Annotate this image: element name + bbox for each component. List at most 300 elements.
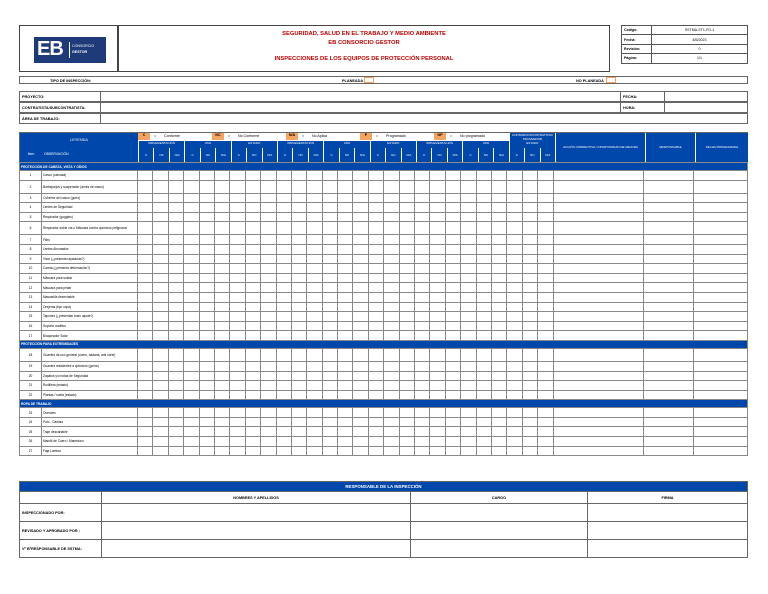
check-cell[interactable]	[399, 321, 414, 331]
check-cell[interactable]	[538, 446, 553, 456]
check-cell[interactable]	[153, 244, 168, 254]
check-cell[interactable]	[476, 331, 491, 341]
check-cell[interactable]	[522, 193, 537, 203]
check-cell[interactable]	[307, 254, 322, 264]
check-cell[interactable]	[322, 273, 337, 283]
check-cell[interactable]	[399, 348, 414, 361]
check-cell[interactable]	[399, 283, 414, 293]
check-cell[interactable]	[230, 203, 245, 213]
check-cell[interactable]	[261, 203, 276, 213]
check-cell[interactable]	[507, 212, 522, 222]
check-cell[interactable]	[276, 408, 291, 418]
check-cell[interactable]	[445, 244, 460, 254]
check-cell[interactable]	[522, 235, 537, 245]
check-cell[interactable]	[461, 302, 476, 312]
check-cell[interactable]	[276, 222, 291, 235]
check-cell[interactable]	[245, 171, 260, 181]
check-cell[interactable]	[307, 264, 322, 274]
check-cell[interactable]	[138, 312, 153, 322]
check-cell[interactable]	[399, 212, 414, 222]
check-cell[interactable]	[415, 321, 430, 331]
check-cell[interactable]	[153, 321, 168, 331]
check-cell[interactable]	[353, 408, 368, 418]
check-cell[interactable]	[430, 180, 445, 193]
check-cell[interactable]	[538, 273, 553, 283]
check-cell[interactable]	[430, 408, 445, 418]
check-cell[interactable]	[230, 292, 245, 302]
check-cell[interactable]	[168, 193, 183, 203]
check-cell[interactable]	[491, 235, 506, 245]
check-cell[interactable]	[138, 321, 153, 331]
responsable-cell[interactable]	[643, 446, 693, 456]
check-cell[interactable]	[138, 212, 153, 222]
check-cell[interactable]	[384, 371, 399, 381]
fecha-prog-cell[interactable]	[693, 371, 747, 381]
check-cell[interactable]	[430, 235, 445, 245]
check-cell[interactable]	[476, 408, 491, 418]
check-cell[interactable]	[168, 254, 183, 264]
check-cell[interactable]	[245, 212, 260, 222]
accion-cell[interactable]	[553, 437, 643, 447]
check-cell[interactable]	[415, 348, 430, 361]
check-cell[interactable]	[153, 212, 168, 222]
check-cell[interactable]	[353, 331, 368, 341]
check-cell[interactable]	[368, 361, 383, 371]
check-cell[interactable]	[538, 193, 553, 203]
check-cell[interactable]	[476, 312, 491, 322]
check-cell[interactable]	[230, 446, 245, 456]
check-cell[interactable]	[138, 235, 153, 245]
check-cell[interactable]	[261, 244, 276, 254]
check-cell[interactable]	[399, 244, 414, 254]
check-cell[interactable]	[384, 348, 399, 361]
check-cell[interactable]	[384, 222, 399, 235]
check-cell[interactable]	[184, 427, 199, 437]
accion-cell[interactable]	[553, 171, 643, 181]
check-cell[interactable]	[307, 427, 322, 437]
check-cell[interactable]	[245, 408, 260, 418]
check-cell[interactable]	[430, 446, 445, 456]
check-cell[interactable]	[184, 361, 199, 371]
check-cell[interactable]	[338, 254, 353, 264]
check-cell[interactable]	[184, 408, 199, 418]
check-cell[interactable]	[476, 283, 491, 293]
check-cell[interactable]	[415, 390, 430, 400]
check-cell[interactable]	[430, 390, 445, 400]
check-cell[interactable]	[522, 331, 537, 341]
check-cell[interactable]	[491, 321, 506, 331]
check-cell[interactable]	[184, 235, 199, 245]
check-cell[interactable]	[184, 381, 199, 391]
check-cell[interactable]	[461, 446, 476, 456]
check-cell[interactable]	[491, 171, 506, 181]
accion-cell[interactable]	[553, 331, 643, 341]
check-cell[interactable]	[430, 283, 445, 293]
check-cell[interactable]	[415, 254, 430, 264]
check-cell[interactable]	[368, 348, 383, 361]
check-cell[interactable]	[353, 222, 368, 235]
check-cell[interactable]	[368, 254, 383, 264]
check-cell[interactable]	[399, 331, 414, 341]
check-cell[interactable]	[368, 437, 383, 447]
check-cell[interactable]	[445, 193, 460, 203]
check-cell[interactable]	[138, 254, 153, 264]
check-cell[interactable]	[245, 446, 260, 456]
check-cell[interactable]	[168, 302, 183, 312]
check-cell[interactable]	[384, 283, 399, 293]
check-cell[interactable]	[522, 292, 537, 302]
check-cell[interactable]	[445, 331, 460, 341]
check-cell[interactable]	[338, 446, 353, 456]
accion-cell[interactable]	[553, 321, 643, 331]
check-cell[interactable]	[353, 193, 368, 203]
check-cell[interactable]	[184, 417, 199, 427]
check-cell[interactable]	[415, 283, 430, 293]
check-cell[interactable]	[276, 321, 291, 331]
check-cell[interactable]	[291, 408, 306, 418]
responsable-cell[interactable]	[643, 171, 693, 181]
check-cell[interactable]	[153, 222, 168, 235]
check-cell[interactable]	[399, 371, 414, 381]
check-cell[interactable]	[153, 408, 168, 418]
check-cell[interactable]	[399, 264, 414, 274]
check-cell[interactable]	[415, 437, 430, 447]
check-cell[interactable]	[199, 446, 214, 456]
check-cell[interactable]	[415, 408, 430, 418]
check-cell[interactable]	[153, 180, 168, 193]
check-cell[interactable]	[261, 437, 276, 447]
check-cell[interactable]	[399, 390, 414, 400]
check-cell[interactable]	[199, 254, 214, 264]
check-cell[interactable]	[522, 264, 537, 274]
check-cell[interactable]	[153, 193, 168, 203]
check-cell[interactable]	[214, 390, 229, 400]
check-cell[interactable]	[415, 361, 430, 371]
check-cell[interactable]	[491, 212, 506, 222]
check-cell[interactable]	[353, 446, 368, 456]
check-cell[interactable]	[291, 437, 306, 447]
check-cell[interactable]	[214, 446, 229, 456]
check-cell[interactable]	[184, 312, 199, 322]
check-cell[interactable]	[230, 235, 245, 245]
check-cell[interactable]	[353, 312, 368, 322]
check-cell[interactable]	[199, 417, 214, 427]
check-cell[interactable]	[168, 212, 183, 222]
check-cell[interactable]	[153, 381, 168, 391]
check-cell[interactable]	[476, 381, 491, 391]
check-cell[interactable]	[476, 427, 491, 437]
check-cell[interactable]	[276, 264, 291, 274]
check-cell[interactable]	[522, 244, 537, 254]
accion-cell[interactable]	[553, 417, 643, 427]
check-cell[interactable]	[461, 437, 476, 447]
resp-nombre-input[interactable]	[102, 504, 411, 522]
check-cell[interactable]	[168, 273, 183, 283]
check-cell[interactable]	[491, 254, 506, 264]
fecha-prog-cell[interactable]	[693, 235, 747, 245]
check-cell[interactable]	[461, 254, 476, 264]
check-cell[interactable]	[307, 283, 322, 293]
responsable-cell[interactable]	[643, 437, 693, 447]
check-cell[interactable]	[322, 321, 337, 331]
check-cell[interactable]	[276, 417, 291, 427]
check-cell[interactable]	[245, 371, 260, 381]
check-cell[interactable]	[261, 180, 276, 193]
check-cell[interactable]	[184, 193, 199, 203]
check-cell[interactable]	[522, 273, 537, 283]
check-cell[interactable]	[230, 408, 245, 418]
check-cell[interactable]	[214, 244, 229, 254]
check-cell[interactable]	[507, 331, 522, 341]
check-cell[interactable]	[291, 254, 306, 264]
accion-cell[interactable]	[553, 348, 643, 361]
check-cell[interactable]	[368, 244, 383, 254]
check-cell[interactable]	[138, 171, 153, 181]
fecha-prog-cell[interactable]	[693, 193, 747, 203]
check-cell[interactable]	[430, 312, 445, 322]
check-cell[interactable]	[291, 283, 306, 293]
check-cell[interactable]	[522, 417, 537, 427]
check-cell[interactable]	[384, 193, 399, 203]
check-cell[interactable]	[538, 348, 553, 361]
check-cell[interactable]	[353, 244, 368, 254]
check-cell[interactable]	[307, 180, 322, 193]
check-cell[interactable]	[184, 302, 199, 312]
check-cell[interactable]	[261, 302, 276, 312]
check-cell[interactable]	[368, 390, 383, 400]
check-cell[interactable]	[214, 180, 229, 193]
fecha-prog-cell[interactable]	[693, 283, 747, 293]
check-cell[interactable]	[291, 292, 306, 302]
check-cell[interactable]	[476, 222, 491, 235]
check-cell[interactable]	[184, 222, 199, 235]
check-cell[interactable]	[138, 264, 153, 274]
check-cell[interactable]	[476, 417, 491, 427]
check-cell[interactable]	[168, 312, 183, 322]
check-cell[interactable]	[261, 348, 276, 361]
check-cell[interactable]	[522, 180, 537, 193]
accion-cell[interactable]	[553, 222, 643, 235]
check-cell[interactable]	[522, 312, 537, 322]
check-cell[interactable]	[153, 371, 168, 381]
check-cell[interactable]	[184, 273, 199, 283]
check-cell[interactable]	[214, 408, 229, 418]
check-cell[interactable]	[214, 427, 229, 437]
check-cell[interactable]	[415, 244, 430, 254]
check-cell[interactable]	[522, 254, 537, 264]
check-cell[interactable]	[291, 321, 306, 331]
check-cell[interactable]	[322, 254, 337, 264]
check-cell[interactable]	[415, 212, 430, 222]
check-cell[interactable]	[353, 180, 368, 193]
check-cell[interactable]	[261, 254, 276, 264]
check-cell[interactable]	[168, 446, 183, 456]
check-cell[interactable]	[153, 254, 168, 264]
check-cell[interactable]	[307, 321, 322, 331]
check-cell[interactable]	[307, 222, 322, 235]
responsable-cell[interactable]	[643, 408, 693, 418]
check-cell[interactable]	[138, 222, 153, 235]
check-cell[interactable]	[430, 244, 445, 254]
accion-cell[interactable]	[553, 427, 643, 437]
check-cell[interactable]	[153, 312, 168, 322]
check-cell[interactable]	[461, 417, 476, 427]
check-cell[interactable]	[338, 212, 353, 222]
check-cell[interactable]	[245, 361, 260, 371]
check-cell[interactable]	[476, 371, 491, 381]
check-cell[interactable]	[507, 390, 522, 400]
fecha-prog-cell[interactable]	[693, 222, 747, 235]
responsable-cell[interactable]	[643, 235, 693, 245]
check-cell[interactable]	[322, 171, 337, 181]
check-cell[interactable]	[230, 390, 245, 400]
check-cell[interactable]	[230, 302, 245, 312]
check-cell[interactable]	[522, 381, 537, 391]
check-cell[interactable]	[261, 193, 276, 203]
check-cell[interactable]	[291, 302, 306, 312]
check-cell[interactable]	[230, 348, 245, 361]
check-cell[interactable]	[214, 321, 229, 331]
check-cell[interactable]	[199, 203, 214, 213]
check-cell[interactable]	[153, 273, 168, 283]
hora-input[interactable]	[664, 103, 748, 112]
check-cell[interactable]	[507, 302, 522, 312]
check-cell[interactable]	[214, 283, 229, 293]
check-cell[interactable]	[507, 381, 522, 391]
check-cell[interactable]	[368, 171, 383, 181]
check-cell[interactable]	[399, 180, 414, 193]
check-cell[interactable]	[230, 254, 245, 264]
check-cell[interactable]	[461, 331, 476, 341]
fecha-prog-cell[interactable]	[693, 348, 747, 361]
check-cell[interactable]	[168, 292, 183, 302]
check-cell[interactable]	[476, 273, 491, 283]
check-cell[interactable]	[245, 283, 260, 293]
check-cell[interactable]	[522, 390, 537, 400]
responsable-cell[interactable]	[643, 254, 693, 264]
check-cell[interactable]	[261, 264, 276, 274]
check-cell[interactable]	[199, 390, 214, 400]
check-cell[interactable]	[168, 171, 183, 181]
check-cell[interactable]	[353, 381, 368, 391]
check-cell[interactable]	[430, 302, 445, 312]
check-cell[interactable]	[184, 437, 199, 447]
accion-cell[interactable]	[553, 273, 643, 283]
responsable-cell[interactable]	[643, 273, 693, 283]
check-cell[interactable]	[368, 292, 383, 302]
check-cell[interactable]	[538, 302, 553, 312]
check-cell[interactable]	[307, 244, 322, 254]
check-cell[interactable]	[168, 437, 183, 447]
check-cell[interactable]	[184, 171, 199, 181]
check-cell[interactable]	[138, 292, 153, 302]
check-cell[interactable]	[245, 331, 260, 341]
fecha-prog-cell[interactable]	[693, 390, 747, 400]
check-cell[interactable]	[384, 427, 399, 437]
check-cell[interactable]	[138, 244, 153, 254]
check-cell[interactable]	[276, 203, 291, 213]
check-cell[interactable]	[168, 408, 183, 418]
check-cell[interactable]	[522, 222, 537, 235]
check-cell[interactable]	[138, 193, 153, 203]
check-cell[interactable]	[338, 193, 353, 203]
check-cell[interactable]	[322, 264, 337, 274]
accion-cell[interactable]	[553, 312, 643, 322]
check-cell[interactable]	[338, 437, 353, 447]
check-cell[interactable]	[245, 417, 260, 427]
accion-cell[interactable]	[553, 193, 643, 203]
check-cell[interactable]	[445, 417, 460, 427]
check-cell[interactable]	[322, 193, 337, 203]
check-cell[interactable]	[245, 302, 260, 312]
check-cell[interactable]	[399, 193, 414, 203]
check-cell[interactable]	[307, 446, 322, 456]
check-cell[interactable]	[230, 222, 245, 235]
check-cell[interactable]	[291, 312, 306, 322]
check-cell[interactable]	[368, 312, 383, 322]
check-cell[interactable]	[368, 264, 383, 274]
check-cell[interactable]	[199, 348, 214, 361]
resp-nombre-input[interactable]	[102, 522, 411, 540]
check-cell[interactable]	[153, 331, 168, 341]
check-cell[interactable]	[214, 371, 229, 381]
check-cell[interactable]	[384, 212, 399, 222]
check-cell[interactable]	[307, 302, 322, 312]
check-cell[interactable]	[491, 348, 506, 361]
check-cell[interactable]	[184, 331, 199, 341]
check-cell[interactable]	[199, 427, 214, 437]
check-cell[interactable]	[322, 312, 337, 322]
responsable-cell[interactable]	[643, 244, 693, 254]
check-cell[interactable]	[522, 361, 537, 371]
check-cell[interactable]	[276, 446, 291, 456]
check-cell[interactable]	[199, 171, 214, 181]
check-cell[interactable]	[538, 171, 553, 181]
check-cell[interactable]	[430, 381, 445, 391]
check-cell[interactable]	[445, 321, 460, 331]
check-cell[interactable]	[353, 254, 368, 264]
check-cell[interactable]	[338, 417, 353, 427]
check-cell[interactable]	[522, 408, 537, 418]
check-cell[interactable]	[445, 361, 460, 371]
fecha-prog-cell[interactable]	[693, 244, 747, 254]
check-cell[interactable]	[307, 361, 322, 371]
check-cell[interactable]	[138, 371, 153, 381]
check-cell[interactable]	[214, 312, 229, 322]
check-cell[interactable]	[291, 446, 306, 456]
check-cell[interactable]	[399, 427, 414, 437]
check-cell[interactable]	[245, 348, 260, 361]
proyecto-input[interactable]	[100, 92, 621, 101]
check-cell[interactable]	[476, 321, 491, 331]
fecha-prog-cell[interactable]	[693, 180, 747, 193]
check-cell[interactable]	[476, 212, 491, 222]
check-cell[interactable]	[138, 273, 153, 283]
check-cell[interactable]	[384, 264, 399, 274]
check-cell[interactable]	[507, 361, 522, 371]
check-cell[interactable]	[276, 180, 291, 193]
check-cell[interactable]	[214, 417, 229, 427]
check-cell[interactable]	[461, 273, 476, 283]
check-cell[interactable]	[384, 390, 399, 400]
check-cell[interactable]	[168, 321, 183, 331]
check-cell[interactable]	[430, 171, 445, 181]
check-cell[interactable]	[199, 180, 214, 193]
check-cell[interactable]	[261, 381, 276, 391]
check-cell[interactable]	[353, 348, 368, 361]
check-cell[interactable]	[522, 371, 537, 381]
check-cell[interactable]	[538, 212, 553, 222]
